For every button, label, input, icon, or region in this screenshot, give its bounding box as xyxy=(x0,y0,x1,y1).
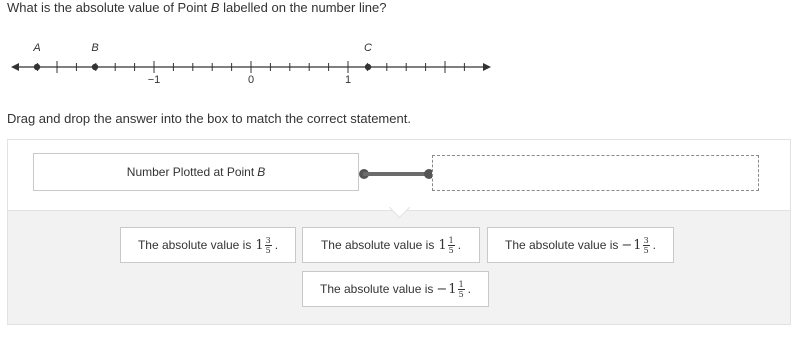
choice-period: . xyxy=(274,238,279,252)
tick-label-neg1: −1 xyxy=(147,74,161,86)
choice-period: . xyxy=(467,282,472,296)
choice-fraction xyxy=(436,280,464,299)
left-arrow-icon xyxy=(11,63,19,71)
point-a-label: A xyxy=(33,42,41,54)
right-arrow-icon xyxy=(483,63,491,71)
fraction-stack xyxy=(458,280,465,299)
choice-fraction xyxy=(437,236,454,255)
point-b-label: B xyxy=(91,42,99,54)
choice-fraction xyxy=(621,236,649,255)
fraction-whole: 1 xyxy=(438,237,447,253)
fraction-stack xyxy=(643,236,650,255)
point-c xyxy=(365,64,371,70)
question-part: labelled on the number line? xyxy=(219,0,387,15)
fraction-stack xyxy=(448,236,455,255)
fraction-whole: 1 xyxy=(448,281,457,297)
choice-positive-1-1-5[interactable] xyxy=(302,227,480,263)
choice-text: The absolute value is xyxy=(504,238,619,252)
fraction-whole: 1 xyxy=(255,237,264,253)
fraction-denominator: 5 xyxy=(265,245,271,255)
fraction-numerator: 3 xyxy=(643,235,649,245)
statement-box xyxy=(33,153,359,191)
choice-text: The absolute value is xyxy=(320,238,435,252)
fraction-sign: − xyxy=(621,237,633,253)
choice-text: The absolute value is xyxy=(319,282,434,296)
connector-line xyxy=(363,172,429,176)
choice-positive-1-3-5[interactable] xyxy=(120,227,296,263)
statement-point: B xyxy=(257,165,266,179)
choice-negative-1-1-5[interactable] xyxy=(302,271,489,307)
choice-period: . xyxy=(457,238,462,252)
answer-drop-target[interactable] xyxy=(432,155,759,191)
fraction-numerator: 1 xyxy=(458,279,464,289)
fraction-stack xyxy=(265,236,272,255)
fraction-denominator: 5 xyxy=(643,245,649,255)
point-c-label: C xyxy=(364,42,372,54)
choice-negative-1-3-5[interactable] xyxy=(487,227,674,263)
fraction-denominator: 5 xyxy=(448,245,454,255)
number-line xyxy=(0,30,500,90)
choice-text: The absolute value is xyxy=(137,238,252,252)
fraction-whole: 1 xyxy=(633,237,642,253)
question-point: B xyxy=(210,0,220,15)
tick-label-1: 1 xyxy=(344,74,352,86)
question-text xyxy=(7,0,386,15)
question-part: What is the absolute value of Point xyxy=(7,0,211,15)
fraction-denominator: 5 xyxy=(458,289,464,299)
fraction-numerator: 1 xyxy=(448,235,454,245)
point-b xyxy=(92,64,98,70)
fraction-sign: − xyxy=(436,281,448,297)
fraction-numerator: 3 xyxy=(265,235,271,245)
point-a xyxy=(34,64,40,70)
choice-period: . xyxy=(652,238,657,252)
choice-fraction xyxy=(254,236,271,255)
statement-label: Number Plotted at Point xyxy=(126,165,255,179)
tick-label-0: 0 xyxy=(247,74,255,86)
instruction-text: Drag and drop the answer into the box to match the correct statement. xyxy=(7,111,411,126)
